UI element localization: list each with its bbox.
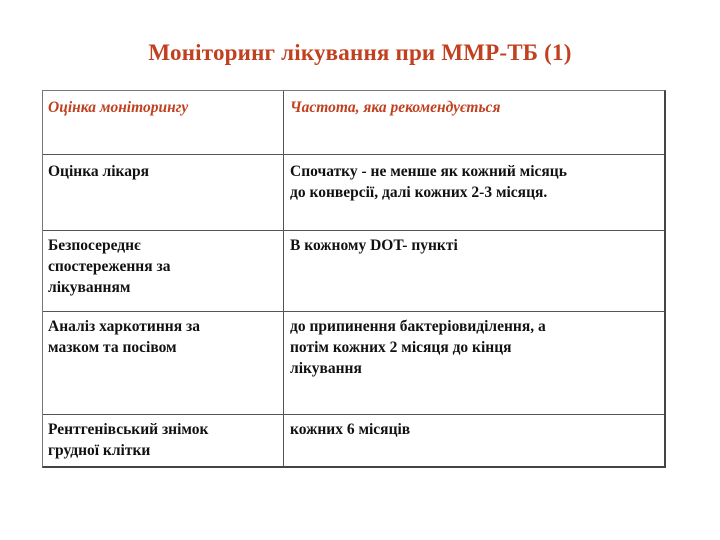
table-header-row	[43, 91, 664, 154]
table-row	[43, 414, 664, 467]
monitoring-table	[42, 90, 666, 468]
row-assessment: Аналіз харкотиння за мазком та посівом	[48, 318, 200, 356]
row-assessment: Безпосереднє спостереження за лікуванням	[48, 237, 171, 296]
row-frequency: В кожному DOT- пункті	[290, 237, 458, 254]
table-row	[43, 154, 664, 230]
header-frequency: Частота, яка рекомендується	[290, 99, 501, 116]
table-row	[43, 230, 664, 311]
row-frequency: до припинення бактеріовиділення, а потім кожних 2 місяця до кінця лікування	[290, 318, 546, 377]
row-frequency: Спочатку - не менше як кожний місяць до конверсії, далі кожних 2-3 місяця.	[290, 163, 567, 201]
slide-title: Моніторинг лікування при ММР-ТБ (1)	[148, 40, 572, 65]
table-row	[43, 311, 664, 414]
row-assessment: Рентгенівський знімок грудної клітки	[48, 421, 209, 459]
row-frequency: кожних 6 місяців	[290, 421, 411, 438]
row-assessment: Оцінка лікаря	[48, 163, 149, 180]
header-assessment: Оцінка моніторингу	[48, 99, 189, 116]
